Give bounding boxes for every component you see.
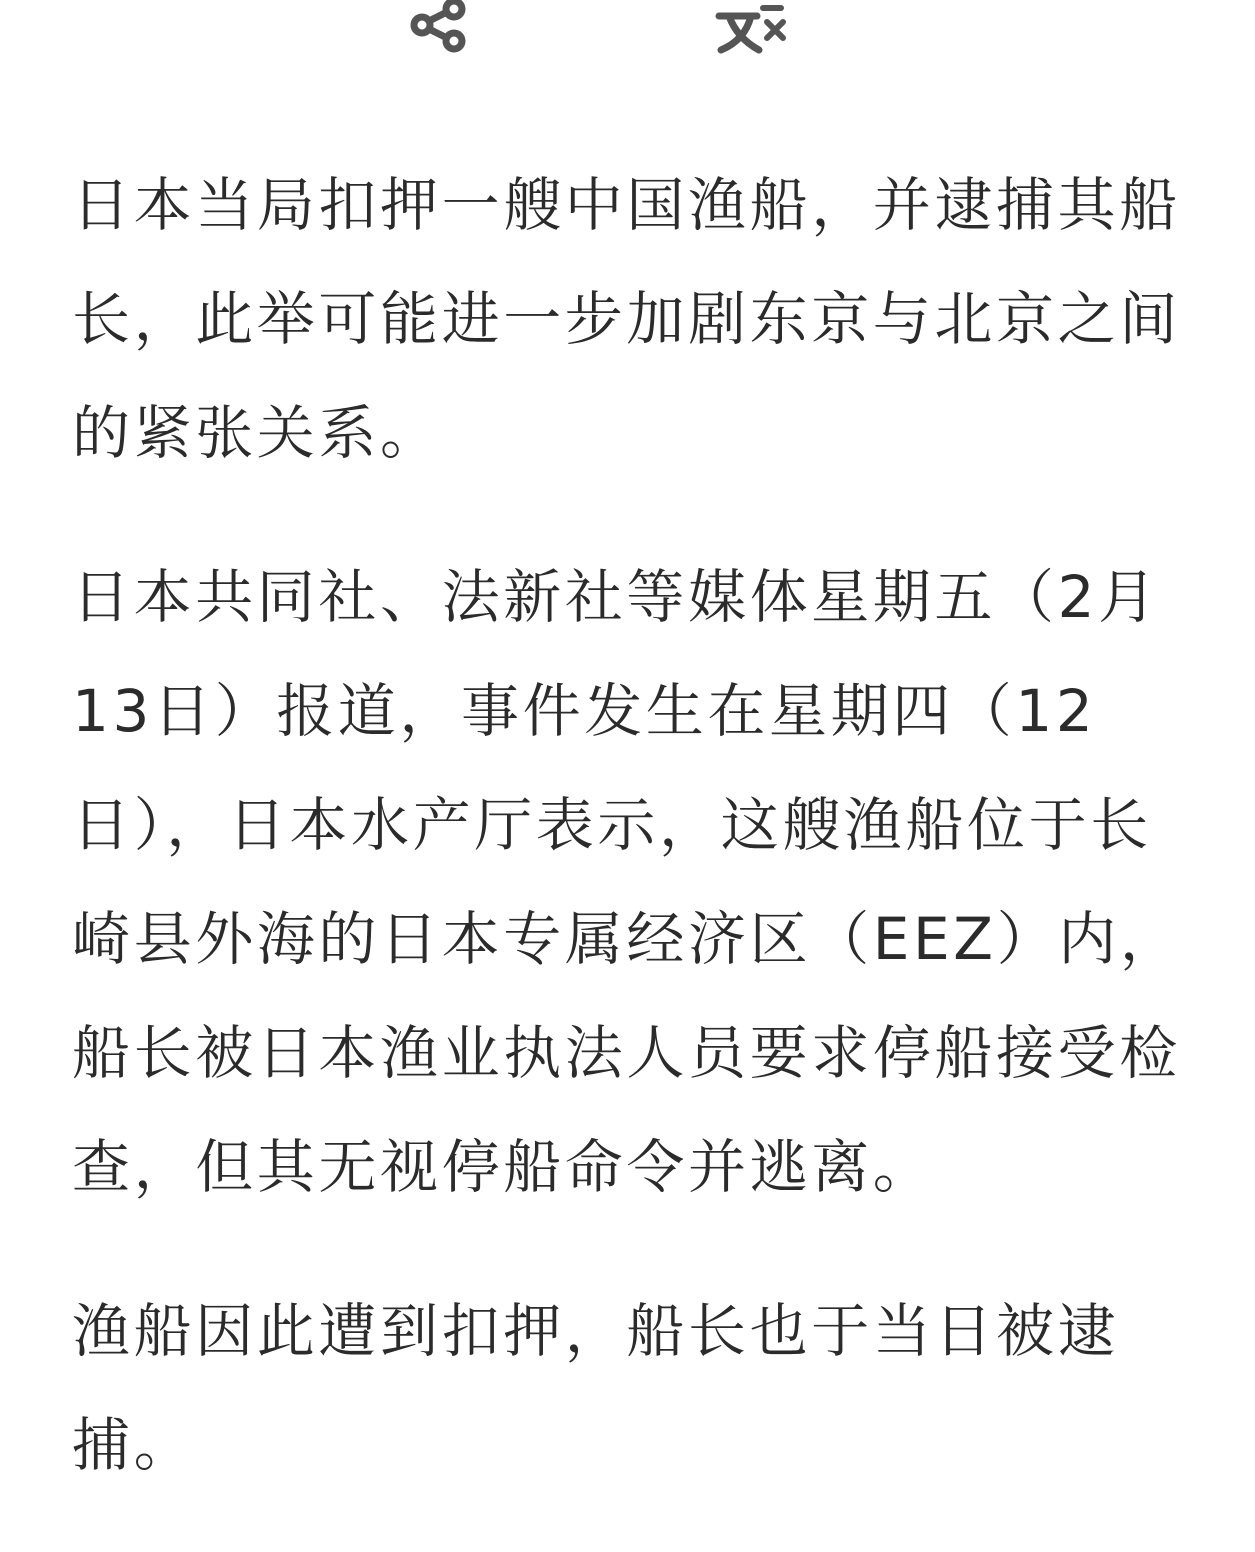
article-paragraph: 日本共同社、法新社等媒体星期五（2月13日）报道，事件发生在星期四（12日），日本水产厅表示，这艘渔船位于长崎县外海的日本专属经济区（EEZ）内，船长被日本渔业执法人员要求停船接受检查，但其无视停船命令并逃离。 — [72, 563, 1182, 1201]
article-toolbar — [0, 0, 1255, 70]
translate-icon — [709, 0, 789, 62]
translate-button[interactable] — [707, 0, 791, 62]
article-paragraph: 渔船因此遭到扣押，船长也于当日被逮捕。 — [72, 1297, 1120, 1479]
article-body — [72, 148, 1192, 1552]
article-paragraph: 日本当局扣押一艘中国渔船，并逮捕其船长，此举可能进一步加剧东京与北京之间的紧张关系。 — [72, 171, 1181, 467]
share-icon — [398, 0, 478, 62]
share-button[interactable] — [396, 0, 480, 62]
